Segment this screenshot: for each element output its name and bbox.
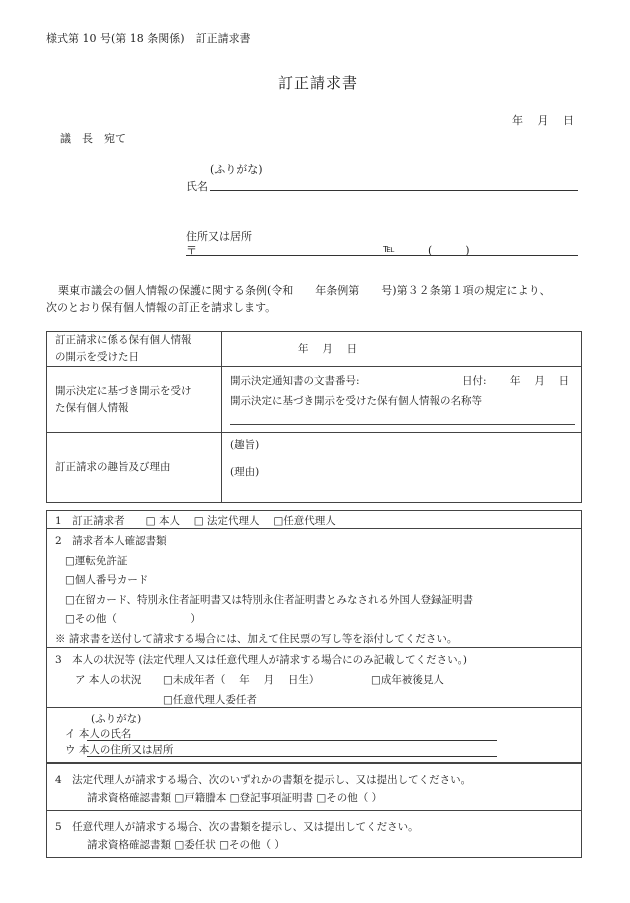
id-doc-residence-card[interactable]: □在留カード、特別永住者証明書又は特別永住者証明書とみなされる外国人登録証明書 <box>65 594 473 606</box>
id-docs-heading: 2 請求者本人確認書類 <box>55 535 167 547</box>
legal-agent-docs[interactable]: 請求資格確認書類 □戸籍謄本 □登記事項証明書 □その他（ ） <box>87 792 383 804</box>
status-ward[interactable]: □成年被後見人 <box>371 674 444 686</box>
section-1 <box>46 510 582 529</box>
id-doc-license[interactable]: □運転免許証 <box>65 555 128 567</box>
status-minor[interactable]: □未成年者（ 年 月 日生） <box>163 674 320 686</box>
requester-type[interactable]: 1 訂正請求者 □ 本人 □ 法定代理人 □任意代理人 <box>55 515 336 527</box>
request-table <box>46 331 582 503</box>
person-address-field[interactable] <box>87 756 497 757</box>
section-5 <box>46 810 582 858</box>
id-doc-other[interactable]: □その他（ ） <box>65 613 201 625</box>
id-docs-note: ※ 請求書を送付して請求する場合には、加えて住民票の写し等を添付してください。 <box>55 633 458 645</box>
id-doc-mynumber[interactable]: □個人番号カード <box>65 574 149 586</box>
date-line: 年 月 日 <box>512 114 574 127</box>
tel-label: ℡ <box>383 242 395 255</box>
voluntary-agent-instruction: 5 任意代理人が請求する場合、次の書類を提示し、又は提出してください。 <box>55 821 419 833</box>
form-code: 様式第 10 号(第 18 条関係) 訂正請求書 <box>46 32 251 45</box>
correction-purpose-label: 訂正請求の趣旨及び理由 <box>47 433 222 503</box>
disclosed-info-name-label: 開示決定に基づき開示を受けた保有個人情報の名称等 <box>230 395 482 407</box>
correction-purpose-cell[interactable] <box>222 433 582 503</box>
reason-label: (理由) <box>230 466 260 478</box>
address-label: 住所又は居所 <box>186 230 252 243</box>
disclosed-info-cell[interactable] <box>222 367 582 433</box>
purpose-label: (趣旨) <box>230 439 260 451</box>
tel-parens: ( ) <box>428 244 470 257</box>
address-field[interactable] <box>186 255 578 256</box>
voluntary-agent-docs[interactable]: 請求資格確認書類 □委任状 □その他（ ） <box>87 839 285 851</box>
addressee: 議 長 宛て <box>60 132 126 145</box>
disclosed-info-label: 開示決定に基づき開示を受け た保有個人情報 <box>47 367 222 433</box>
doc-date-value: 年 月 日 <box>510 375 570 387</box>
person-status-heading: 3 本人の状況等 (法定代理人又は任意代理人が請求する場合にのみ記載してください。) <box>55 654 467 666</box>
furigana-label: (ふりがな) <box>210 163 263 176</box>
page-title: 訂正請求書 <box>278 74 359 92</box>
section-4 <box>46 763 582 811</box>
legal-agent-instruction: 4 法定代理人が請求する場合、次のいずれかの書類を提示し、又は提出してください。 <box>55 774 472 786</box>
section-2 <box>46 528 582 648</box>
person-name-label: イ 本人の氏名 <box>65 728 132 740</box>
intro-line-2: 次のとおり保有個人情報の訂正を請求します。 <box>46 301 277 314</box>
postal-mark: 〒 <box>186 244 197 257</box>
section-3 <box>46 647 582 707</box>
person-furigana: (ふりがな) <box>91 713 142 725</box>
intro-line-1: 栗東市議会の個人情報の保護に関する条例(令和 年条例第 号)第３２条第１項の規定により、 <box>58 284 551 297</box>
name-field[interactable] <box>210 190 578 191</box>
name-label: 氏名 <box>186 180 208 193</box>
disclosure-date-label: 訂正請求に係る保有個人情報 の開示を受けた日 <box>47 332 222 367</box>
doc-date-label: 日付: <box>462 375 487 387</box>
person-status-label: ア 本人の状況 <box>75 674 142 686</box>
doc-number-label: 開示決定通知書の文書番号: <box>230 375 360 387</box>
person-name-field[interactable] <box>87 740 497 741</box>
disclosure-date-value[interactable]: 年 月 日 <box>222 332 582 367</box>
status-delegator[interactable]: □任意代理人委任者 <box>163 694 257 706</box>
section-3-person <box>46 707 582 763</box>
person-address-label: ウ 本人の住所又は居所 <box>65 744 174 756</box>
